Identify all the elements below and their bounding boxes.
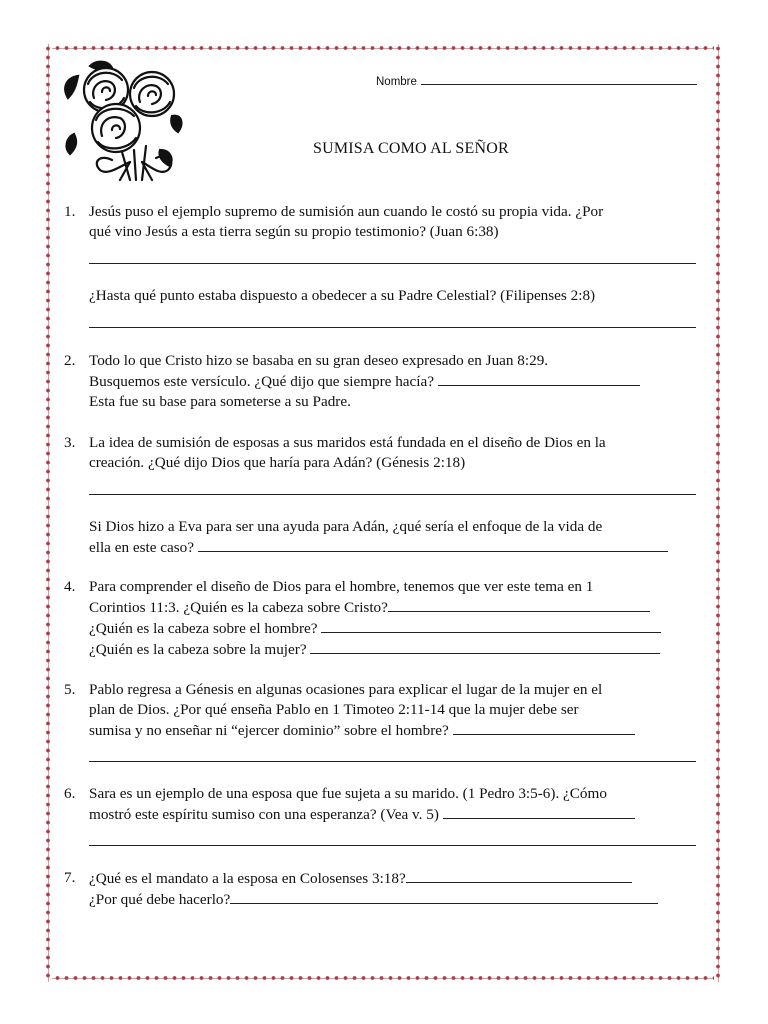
answer-blank[interactable]: [310, 639, 660, 654]
question-text: plan de Dios. ¿Por qué enseña Pablo en 1 Timoteo 2:11-14 que la mujer debe ser: [89, 701, 579, 718]
question-line-with-blank: [89, 720, 704, 741]
answer-blank[interactable]: [321, 618, 661, 633]
question-text: Sara es un ejemplo de una esposa que fue sujeta a su marido. (1 Pedro 3:5-6). ¿Cómo: [89, 785, 607, 802]
name-blank[interactable]: [421, 72, 697, 85]
question-text: ¿Hasta qué punto estaba dispuesto a obedecer a su Padre Celestial? (Filipenses 2:8): [89, 287, 596, 304]
question-text: Para comprender el diseño de Dios para el hombre, tenemos que ver este tema en 1: [89, 578, 594, 595]
answer-blank[interactable]: [453, 720, 635, 735]
question-3: [64, 433, 704, 558]
question-number: 6.: [64, 785, 76, 802]
answer-blank[interactable]: [198, 537, 668, 552]
border-top: [44, 44, 722, 52]
question-number: 3.: [64, 434, 76, 451]
question-text: Pablo regresa a Génesis en algunas ocasiones para explicar el lugar de la mujer en el: [89, 681, 603, 698]
border-left: [44, 44, 52, 982]
answer-blank[interactable]: [438, 371, 640, 386]
question-text: ¿Qué es el mandato a la esposa en Colosenses 3:18?: [89, 870, 406, 887]
question-text: ¿Quién es la cabeza sobre la mujer?: [89, 641, 307, 658]
question-text: Jesús puso el ejemplo supremo de sumisión aun cuando le costó su propia vida. ¿Por: [89, 203, 604, 220]
question-text: Todo lo que Cristo hizo se basaba en su gran deseo expresado en Juan 8:29.: [89, 352, 549, 369]
question-text: Corintios 11:3. ¿Quién es la cabeza sobre Cristo?: [89, 599, 388, 616]
name-field[interactable]: [376, 72, 702, 88]
question-text: creación. ¿Qué dijo Dios que haría para Adán? (Génesis 2:18): [89, 454, 466, 471]
answer-blank[interactable]: [89, 263, 696, 264]
question-line-with-blank: [89, 371, 704, 392]
question-number: 2.: [64, 352, 76, 369]
question-line-with-blank: [89, 639, 704, 660]
question-2: [64, 351, 704, 412]
answer-blank[interactable]: [230, 889, 658, 904]
question-1: [64, 202, 704, 328]
question-text: mostró este espíritu sumiso con una esperanza? (Vea v. 5): [89, 806, 439, 823]
question-text: sumisa y no enseñar ni “ejercer dominio” sobre el hombre?: [89, 722, 449, 739]
question-text: ella en este caso?: [89, 539, 194, 556]
question-number: 1.: [64, 203, 76, 220]
border-right: [714, 44, 722, 982]
question-text: Busquemos este versículo. ¿Qué dijo que siempre hacía?: [89, 373, 434, 390]
question-4: [64, 577, 704, 660]
name-label: Nombre: [376, 76, 417, 88]
answer-blank[interactable]: [89, 494, 696, 495]
question-line-with-blank: [89, 868, 704, 889]
answer-blank[interactable]: [406, 868, 632, 883]
question-text: Esta fue su base para someterse a su Padre.: [89, 393, 351, 410]
page-title: SUMISA COMO AL SEÑOR: [313, 140, 509, 157]
question-text: ¿Por qué debe hacerlo?: [89, 891, 231, 908]
border-bottom: [44, 974, 722, 982]
question-text: Si Dios hizo a Eva para ser una ayuda para Adán, ¿qué sería el enfoque de la vida de: [89, 518, 603, 535]
question-text: ¿Quién es la cabeza sobre el hombre?: [89, 620, 318, 637]
answer-blank[interactable]: [388, 597, 650, 612]
worksheet-questions: [64, 202, 704, 910]
question-number: 7.: [64, 869, 76, 886]
question-number: 5.: [64, 681, 76, 698]
question-6: [64, 784, 704, 846]
question-number: 4.: [64, 578, 76, 595]
answer-blank[interactable]: [89, 327, 696, 328]
roses-illustration: [60, 58, 186, 184]
question-7: [64, 868, 704, 910]
question-line-with-blank: [89, 597, 704, 618]
question-line-with-blank: [89, 804, 704, 825]
question-line-with-blank: [89, 889, 704, 910]
answer-blank[interactable]: [443, 804, 635, 819]
answer-blank[interactable]: [89, 845, 696, 846]
question-5: [64, 680, 704, 762]
question-text: qué vino Jesús a esta tierra según su propio testimonio? (Juan 6:38): [89, 223, 499, 240]
question-line-with-blank: [89, 618, 704, 639]
question-text: La idea de sumisión de esposas a sus maridos está fundada en el diseño de Dios en la: [89, 434, 606, 451]
answer-blank[interactable]: [89, 761, 696, 762]
question-line-with-blank: [89, 537, 704, 558]
